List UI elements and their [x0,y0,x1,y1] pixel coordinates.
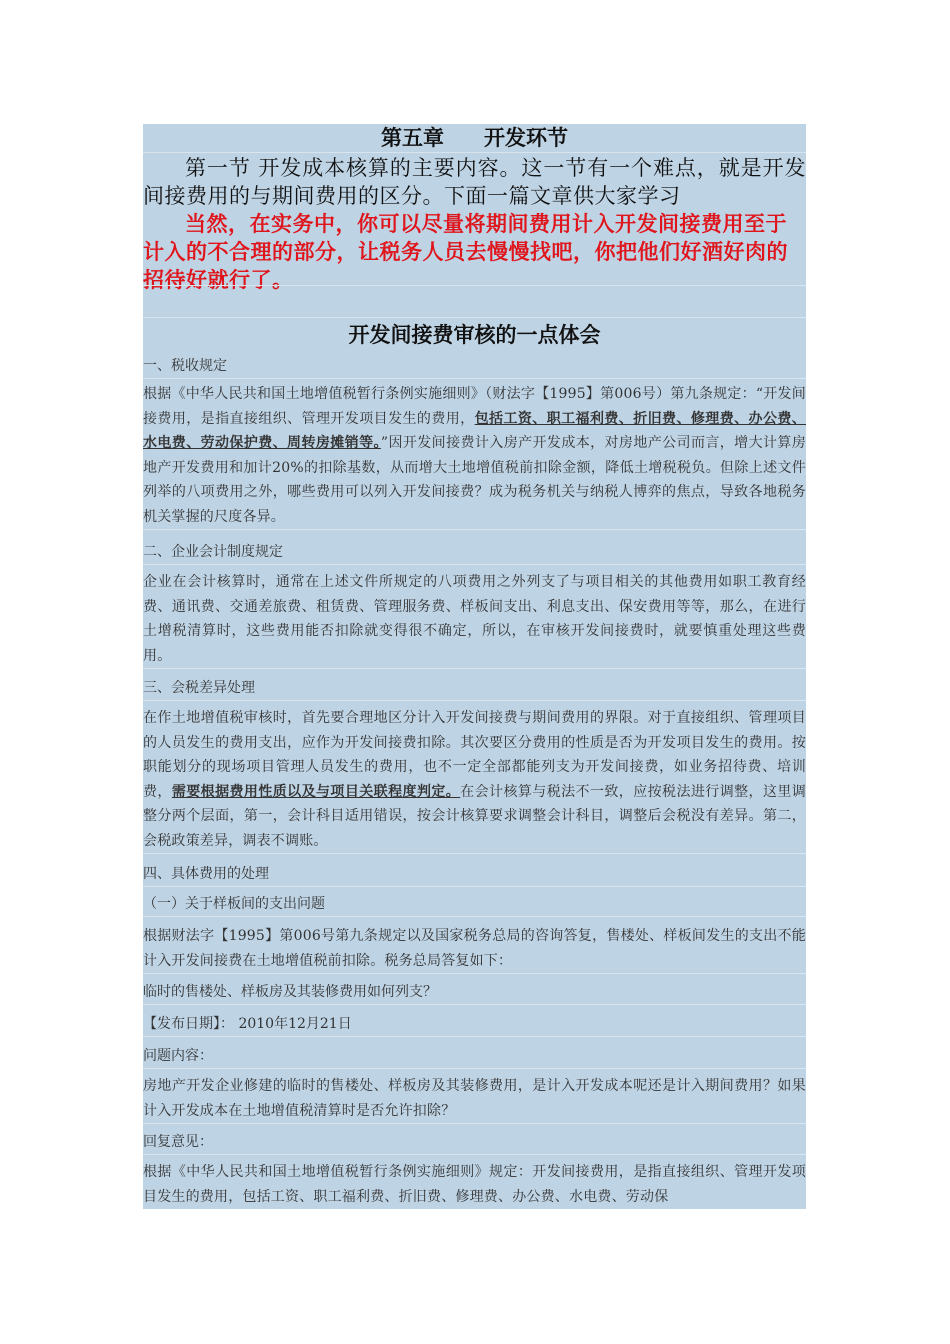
section-paragraph [143,382,806,530]
publish-date: 【发布日期】： 2010年12月21日 [143,1012,806,1037]
section-heading: 四、具体费用的处理 [143,862,806,887]
chapter-title: 开发环节 [484,125,568,150]
article-title: 开发间接费审核的一点体会 [348,322,601,347]
section-paragraph [143,706,806,854]
question-label: 问题内容： [143,1044,806,1069]
text-run: 根据《中华人民共和国土地增值税暂行条例实施细则》（财法字【1995】第006号）第九条规定：“开发间接费用，是指直接组织、管理开发项目发生的费用， [143,386,806,427]
section-paragraph: 企业在会计核算时，通常在上述文件所规定的八项费用之外列支了与项目相关的其他费用如职工教育经费、通讯费、交通差旅费、租赁费、管理服务费、样板间支出、利息支出、保安费用等等，那么，在进行土增税清算时，这些费用能否扣除就变得很不确定，所以，在审核开发间接费时，就要慎重处理这些费用。 [143,570,806,669]
section-heading: 一、税收规定 [143,354,806,379]
question-title: 临时的售楼处、样板房及其装修费用如何列支？ [143,980,806,1005]
divider [143,284,806,286]
text-run: 在会计核算与税法不一致，应按税法进行调整，这里调整分两个层面，第一，会计科目适用错误，按会计核算要求调整会计科目，调整后会税没有差异。第二，会税政策差异，调表不调账。 [143,783,806,849]
section-heading: 二、企业会计制度规定 [143,540,806,565]
answer-label: 回复意见： [143,1130,806,1155]
document-panel [143,124,806,1209]
question-text: 房地产开发企业修建的临时的售楼处、样板房及其装修费用，是计入开发成本呢还是计入期间费用？如果计入开发成本在土地增值税清算时是否允许扣除？ [143,1074,806,1124]
emphasized-text: 包括工资、职工福利费、折旧费、修理费、办公费、水电费、劳动保护费、周转房摊销等。 [143,410,806,451]
answer-text: 根据《中华人民共和国土地增值税暂行条例实施细则》规定：开发间接费用，是指直接组织、管理开发项目发生的费用，包括工资、职工福利费、折旧费、修理费、办公费、水电费、劳动保 [143,1164,806,1205]
chapter-number: 第五章 [381,125,444,150]
note-paragraph: 当然，在实务中，你可以尽量将期间费用计入开发间接费用至于计入的不合理的部分，让税务人员去慢慢找吧，你把他们好酒好肉的招待好就行了。 [143,211,788,292]
intro-paragraph: 第一节 开发成本核算的主要内容。这一节有一个难点，就是开发间接费用的与期间费用的区分。下面一篇文章供大家学习 [143,156,806,208]
chapter-heading [143,124,806,153]
section-paragraph: 根据财法字【1995】第006号第九条规定以及国家税务总局的咨询答复，售楼处、样板间发生的支出不能计入开发间接费在土地增值税前扣除。税务总局答复如下： [143,924,806,974]
text-run: 在作土地增值税审核时，首先要合理地区分计入开发间接费与期间费用的界限。对于直接组织、管理项目的人员发生的费用支出，应作为开发间接费扣除。其次要区分费用的性质是否为开发项目发生的费用。按职能划分的现场项目管理人员发生的费用，也不一定全部都能列支为开发间接费，如业务招待费、培训费， [143,710,806,800]
section-heading: 三、会税差异处理 [143,676,806,701]
subsection-heading: （一）关于样板间的支出问题 [143,892,806,917]
emphasized-text: 需要根据费用性质以及与项目关联程度判定。 [171,783,461,800]
text-run: ”因开发间接费计入房产开发成本，对房地产公司而言，增大计算房地产开发费用和加计20%的扣除基数，从而增大土地增值税前扣除金额，降低土增税税负。但除上述文件列举的八项费用之外，哪些费用可以列入开发间接费？成为税务机关与纳税人博弈的焦点，导致各地税务机关掌握的尺度各异。 [143,435,806,525]
